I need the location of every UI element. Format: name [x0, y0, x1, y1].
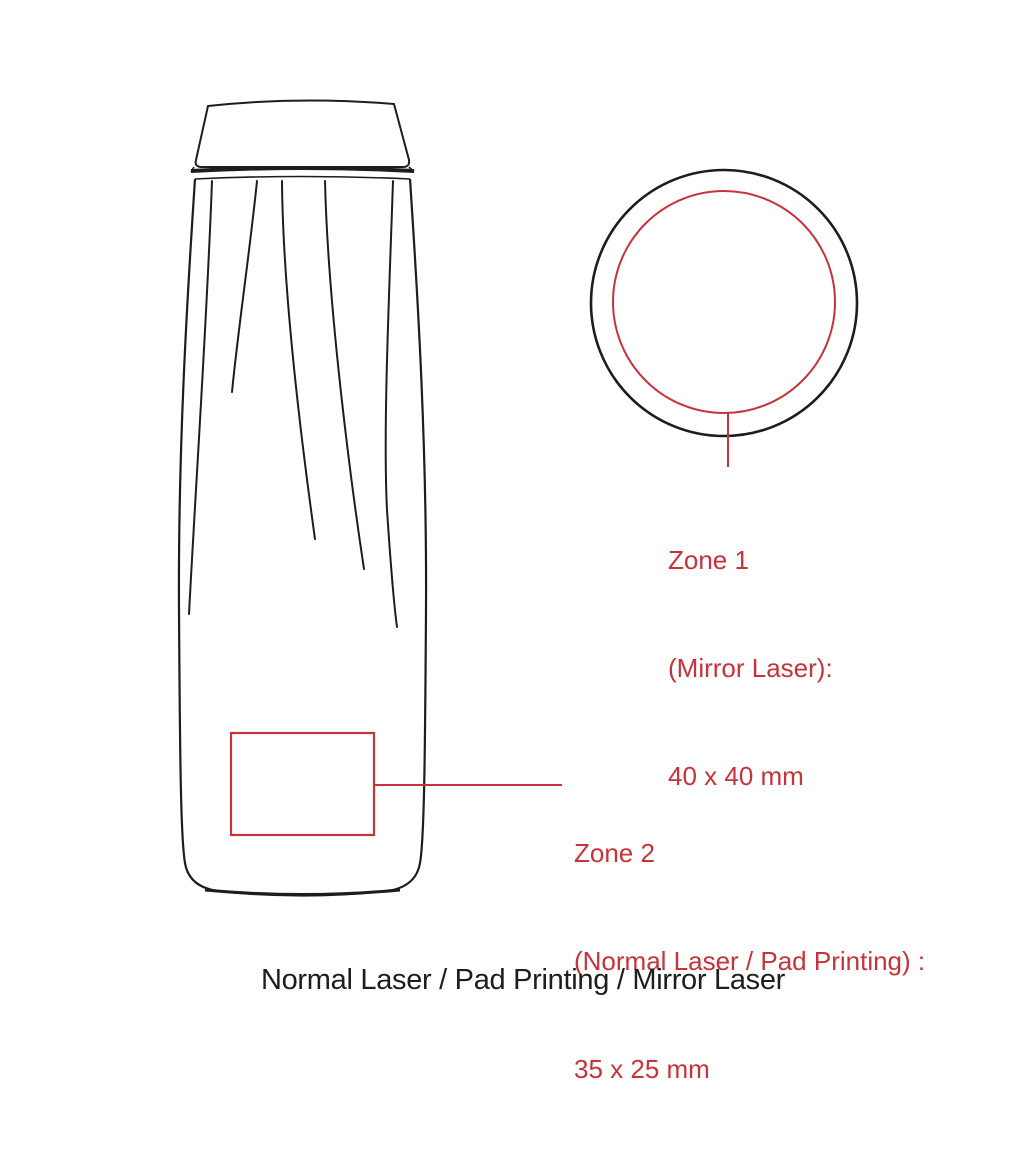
zone2-print-area-rect: [231, 733, 374, 835]
top-view-circle: [591, 170, 857, 436]
zone2-method: (Normal Laser / Pad Printing) :: [574, 946, 926, 976]
zone1-print-area-circle: [613, 191, 835, 413]
zone2-annotation: [574, 763, 925, 1159]
zone1-title: Zone 1: [668, 545, 749, 575]
zone1-method: (Mirror Laser):: [668, 653, 833, 683]
bottle-cap: [191, 100, 414, 179]
zone2-title: Zone 2: [574, 838, 655, 868]
bottle-strand-lines: [189, 181, 397, 627]
zone1-size: 40 x 40 mm: [668, 761, 804, 791]
diagram-caption: Normal Laser / Pad Printing / Mirror Laser: [260, 964, 786, 996]
zone2-size: 35 x 25 mm: [574, 1054, 710, 1084]
